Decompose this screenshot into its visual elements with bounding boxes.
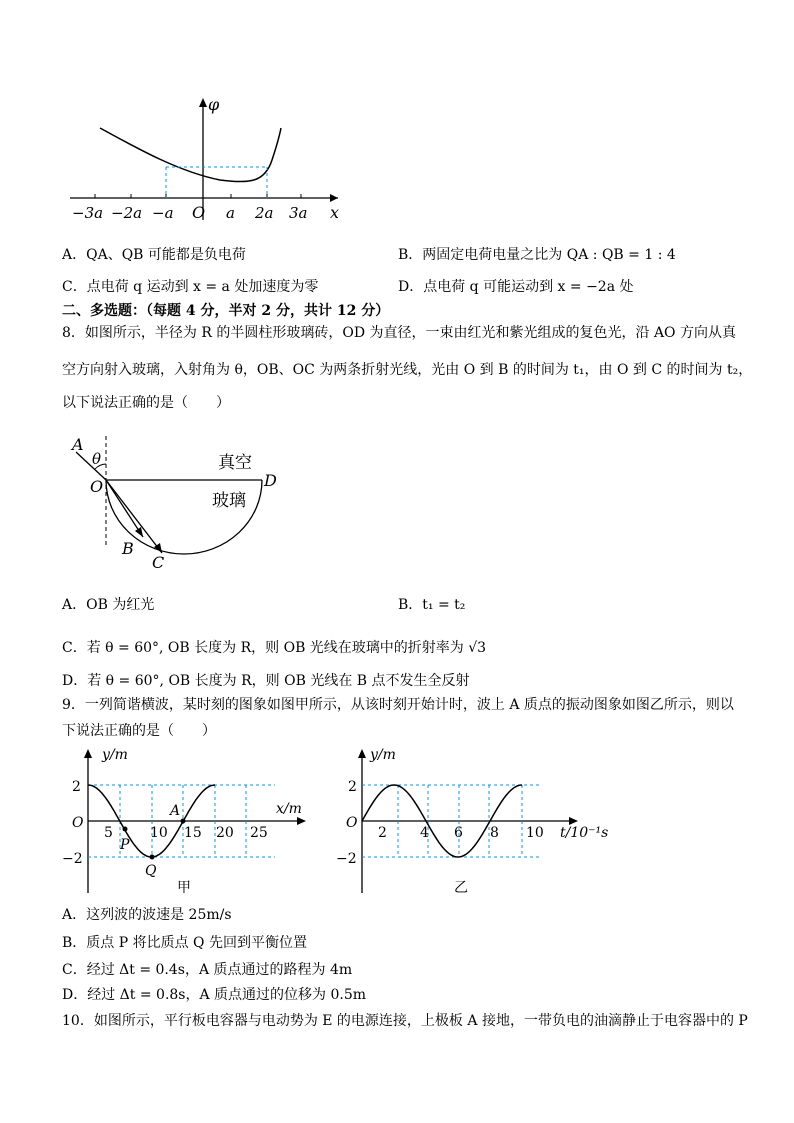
tick-neg3a: −3a	[72, 204, 104, 222]
yi-xlabel: t/10⁻¹s	[560, 825, 609, 841]
q8-stem-line2: 空方向射入玻璃，入射角为 θ，OB、OC 为两条折射光线，光由 O 到 B 的时间为 t₁，由 O 到 C 的时间为 t₂，	[62, 362, 753, 378]
potential-curve	[100, 128, 281, 182]
glass-figure	[62, 428, 292, 578]
tick-3a: 3a	[289, 204, 308, 222]
jia-xtick-15: 15	[184, 825, 202, 841]
yi-caption: 乙	[454, 880, 468, 896]
yi-xtick-6: 6	[454, 825, 463, 841]
x-label: x	[330, 203, 340, 222]
tick-nega: −a	[152, 204, 174, 222]
q7-option-d: D．点电荷 q 可能运动到 x = −2a 处	[398, 279, 634, 295]
wave-figure-jia	[60, 745, 330, 900]
potential-figure	[60, 90, 350, 230]
q9-stem-line2: 下说法正确的是（ ）	[62, 723, 216, 739]
phi-label: φ	[208, 95, 220, 114]
origin-label: O	[192, 203, 206, 222]
jia-xtick-20: 20	[216, 825, 234, 841]
label-B: B	[122, 539, 134, 558]
yi-yneg2: −2	[336, 851, 357, 867]
q8-option-c: C．若 θ = 60°, OB 长度为 R，则 OB 光线在玻璃中的折射率为 √3	[62, 640, 487, 656]
label-D: D	[264, 471, 277, 490]
wave-figure-yi	[330, 745, 630, 900]
yi-origin: O	[346, 815, 358, 831]
jia-origin: O	[72, 815, 84, 831]
q9-option-d: D．经过 Δt = 0.8s，A 质点通过的位移为 0.5m	[62, 987, 367, 1003]
yi-xtick-2: 2	[378, 825, 387, 841]
yi-y2: 2	[348, 779, 357, 795]
yi-ylabel: y/m	[370, 747, 396, 763]
q8-stem-line1: 8．如图所示，半径为 R 的半圆柱形玻璃砖，OD 为直径，一束由红光和紫光组成的复色光，沿 AO 方向从真	[62, 325, 736, 341]
jia-xtick-25: 25	[250, 825, 268, 841]
tick-2a: 2a	[255, 204, 274, 222]
jia-xlabel: x/m	[276, 801, 302, 817]
jia-label-P: P	[120, 837, 130, 853]
q7-option-a: A．QA、QB 可能都是负电荷	[62, 247, 246, 263]
point-Q	[150, 855, 155, 860]
q7-option-b: B．两固定电荷电量之比为 QA : QB = 1 : 4	[398, 247, 676, 263]
point-A	[181, 819, 186, 824]
tick-neg2a: −2a	[111, 204, 143, 222]
label-O: O	[90, 477, 104, 496]
q9-stem-line1: 9．一列简谐横波，某时刻的图象如图甲所示，从该时刻开始计时，波上 A 质点的振动图象如图乙所示，则以	[62, 697, 734, 713]
jia-label-A: A	[170, 803, 181, 819]
yi-xtick-4: 4	[420, 825, 429, 841]
section-heading: 二、多选题：（每题 4 分，半对 2 分，共计 12 分）	[62, 303, 390, 319]
jia-label-Q: Q	[145, 863, 157, 879]
q8-option-d: D．若 θ = 60°, OB 长度为 R，则 OB 光线在 B 点不发生全反射	[62, 673, 470, 689]
q8-stem-line3: 以下说法正确的是（ ）	[62, 395, 230, 411]
q9-option-b: B．质点 P 将比质点 Q 先回到平衡位置	[62, 935, 307, 951]
jia-caption: 甲	[177, 880, 191, 896]
yi-xtick-10: 10	[526, 825, 544, 841]
label-C: C	[152, 553, 165, 572]
q8-option-b: B．t₁ = t₂	[398, 597, 466, 613]
jia-xtick-10: 10	[150, 825, 168, 841]
q8-option-a: A．OB 为红光	[62, 597, 155, 613]
q9-option-a: A．这列波的波速是 25m/s	[62, 907, 232, 923]
tick-a: a	[226, 204, 235, 222]
jia-ylabel: y/m	[102, 747, 128, 763]
point-P	[123, 827, 128, 832]
q7-option-c: C．点电荷 q 运动到 x = a 处加速度为零	[62, 279, 319, 295]
q9-option-c: C．经过 Δt = 0.4s，A 质点通过的路程为 4m	[62, 962, 353, 978]
label-A: A	[72, 435, 84, 454]
yi-xtick-8: 8	[490, 825, 499, 841]
label-glass: 玻璃	[212, 491, 246, 511]
label-vacuum: 真空	[218, 453, 252, 473]
q10-stem-line1: 10．如图所示，平行板电容器与电动势为 E 的电源连接，上极板 A 接地，一带负电的油滴静止于电容器中的 P	[62, 1013, 748, 1029]
jia-xtick-5: 5	[104, 825, 113, 841]
label-theta: θ	[92, 450, 102, 468]
jia-y2: 2	[72, 779, 81, 795]
jia-yneg2: −2	[62, 851, 83, 867]
